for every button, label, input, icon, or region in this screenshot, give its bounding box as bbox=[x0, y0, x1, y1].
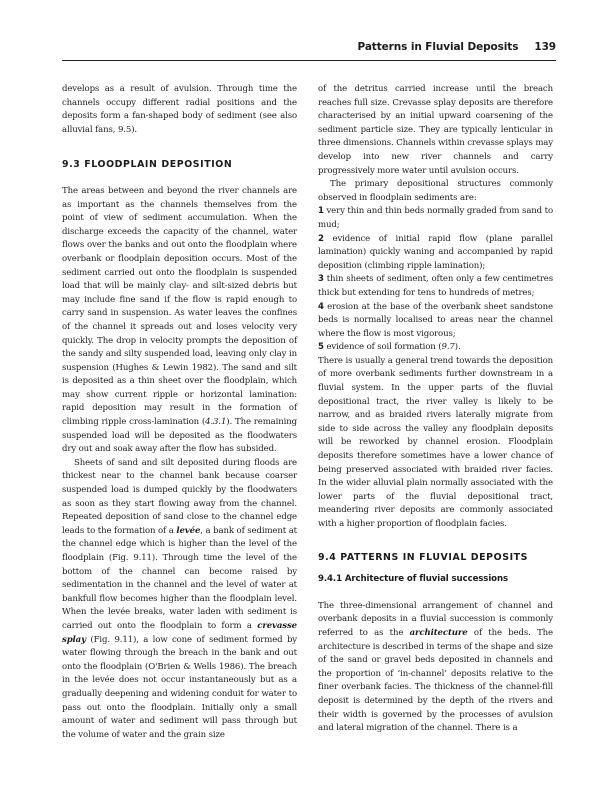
list-item: 3 thin sheets of sediment, often only a few centimetres thick but extending for tens to hundreds of metres; bbox=[318, 274, 553, 298]
section-heading-9-4: 9.4 PATTERNS IN FLUVIAL DEPOSITS bbox=[318, 551, 529, 563]
paragraph-floodplain-2: Sheets of sand and silt deposited during floods are thickest near to the channel bank because coarser suspended load is dumped quickly by the floodwaters as soon as they start flowing away from the channel. Repeated deposition of sand close to the channel edge leads to the formation of a levée, a bank of sediment at the channel edge which is higher than the level of the floodplain (Fig. 9.11). Through time the level of the bottom of the channel can become raised by sedimentation in the channel and the level of water at bankfull flow becomes higher than the floodplain level. When the levée breaks, water laden with sediment is carried out onto the floodplain to form a crevasse splay (Fig. 9.11), a low cone of sediment formed by water flowing through the breach in the bank and out onto the floodplain (O'Brien & Wells 1986). The breach in the levée does not occur instantaneously but as a gradually deepening and widening conduit for water to pass out onto the floodplain. Initially only a small amount of water and sediment will pass through but the volume of water and the grain size bbox=[62, 457, 297, 740]
section-heading-9-3: 9.3 FLOODPLAIN DEPOSITION bbox=[62, 159, 233, 171]
running-title: Patterns in Fluvial Deposits bbox=[357, 41, 519, 53]
paragraph-intro: develops as a result of avulsion. Through time the channels occupy different radial positions and the deposits form a fan-shaped body of sediment (see also alluvial fans, 9.5). bbox=[62, 84, 297, 135]
cross-reference: 4.3.1 bbox=[205, 417, 227, 428]
paragraph-structures-intro: The primary depositional structures commonly observed in floodplain sediments are: bbox=[318, 179, 553, 203]
list-item: 2 evidence of initial rapid flow (plane parallel lamination) quickly waning and accompanied by rapid deposition (climbing ripple lamination); bbox=[318, 233, 553, 271]
subsection-heading-9-4-1: 9.4.1 Architecture of fluvial successions bbox=[318, 574, 509, 585]
cross-reference: 9.7 bbox=[441, 342, 455, 353]
right-column bbox=[318, 83, 553, 736]
term-levee: levée bbox=[176, 525, 201, 536]
term-crevasse-splay: crevasse splay bbox=[62, 620, 297, 645]
list-item: 4 erosion at the base of the overbank sheet sandstone beds is normally localised to areas near the channel where the flow is most vigorous; bbox=[318, 301, 553, 339]
list-item: 5 evidence of soil formation (9.7). bbox=[318, 342, 461, 353]
left-column bbox=[62, 83, 297, 742]
header-rule bbox=[62, 60, 556, 61]
paragraph-crevasse: of the detritus carried increase until the breach reaches full size. Crevasse splay deposits are therefore characterised by an initial upward coarsening of the sediment particle size. They are typically lenticular in three dimensions. Channels within crevasse splays may develop into new river channels and carry progressively more water until avulsion occurs. bbox=[318, 84, 553, 176]
paragraph-downstream-trend: There is usually a general trend towards the deposition of more overbank sediments further downstream in a fluvial system. In the upper parts of the fluvial depositional tract, the river valley is likely to be narrow, and as braided rivers laterally migrate from side to side across the valley any floodplain deposits will be reworked by channel erosion. Floodplain deposits therefore sometimes have a lower chance of being preserved associated with braided river facies. In the wider alluvial plain normally associated with the lower parts of the fluvial depositional tract, meandering river deposits are commonly associated with a higher proportion of floodplain facies. bbox=[318, 355, 553, 529]
running-head bbox=[358, 41, 557, 53]
term-architecture: architecture bbox=[409, 627, 468, 638]
paragraph-architecture: The three-dimensional arrangement of channel and overbank deposits in a fluvial succession is commonly referred to as the architecture of the beds. The architecture is described in terms of the shape and size of the sand or gravel beds deposited in channels and the proportion of ‘in-channel’ deposits relative to the finer overbank facies. The thickness of the channel-fill deposit is determined by the depth of the rivers and their width is governed by the processes of avulsion and lateral migration of the channel. There is a bbox=[318, 600, 553, 734]
page-number: 139 bbox=[534, 41, 556, 53]
paragraph-floodplain-1: The areas between and beyond the river channels are as important as the channels themselves from the point of view of sediment accumulation. When the discharge exceeds the capacity of the channel, water flows over the banks and out onto the floodplain where overbank or floodplain deposition occurs. Most of the sediment carried out onto the floodplain is suspended load that will be mainly clay- and silt-sized debris but may include fine sand if the flow is rapid enough to carry sand in suspension. As water leaves the confines of the channel it spreads out and loses velocity very quickly. The drop in velocity prompts the deposition of the sandy and silty suspended load, leaving only clay in suspension (Hughes & Lewin 1982). The sand and silt is deposited as a thin sheet over the floodplain, which may show current ripple or horizontal lamination: rapid deposition may result in the formation of climbing ripple cross-lamination (4.3.1). The remaining suspended load will be deposited as the floodwaters dry out and soak away after the flow has subsided. bbox=[62, 185, 297, 455]
list-item: 1 very thin and thin beds normally graded from sand to mud; bbox=[318, 206, 553, 230]
